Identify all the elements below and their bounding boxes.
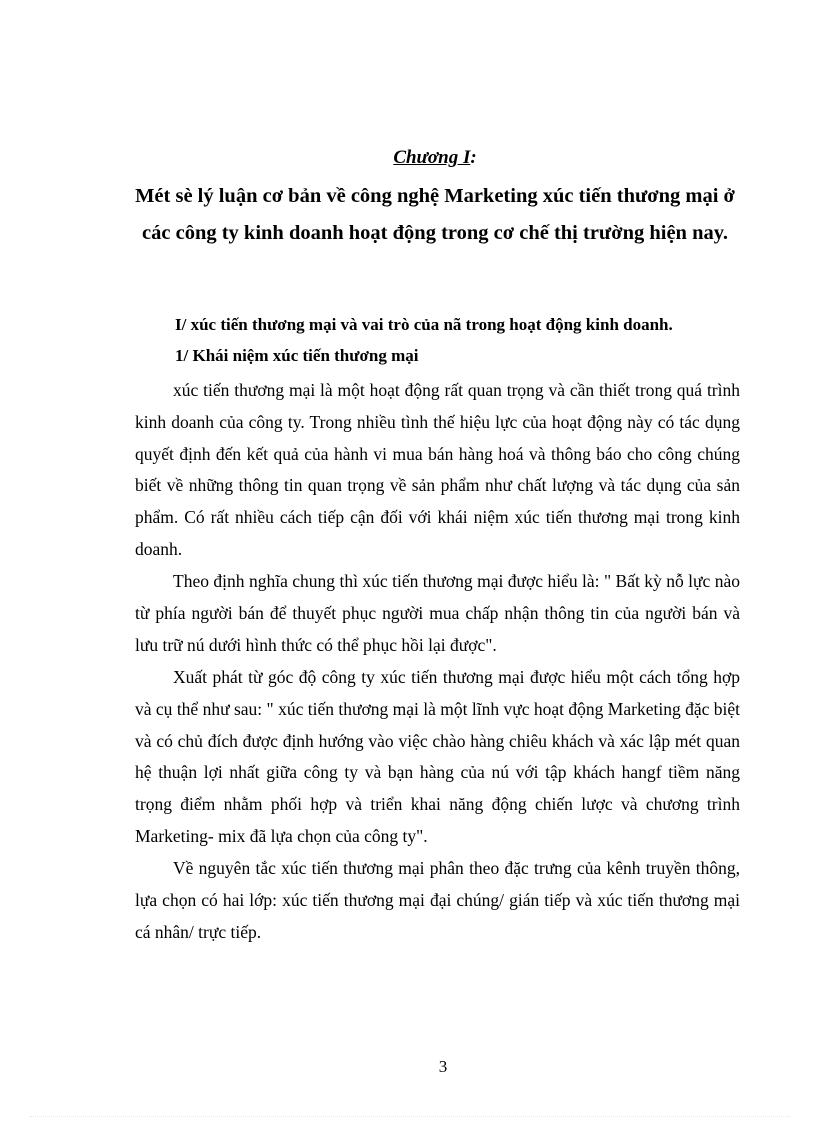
chapter-label bbox=[0, 147, 816, 169]
page-number: 3 bbox=[438, 1057, 448, 1076]
footer-divider bbox=[30, 1116, 790, 1117]
body-paragraph: xúc tiến thương mại là một hoạt động rất quan trọng và cần thiết trong quá trình kinh doanh của công ty. Trong nhiều tình thế hiệu lực của hoạt động này có tác dụng quyết định đến kết quả của hành vi mua bán hàng hoá và thông báo cho công chúng biết về những thông tin quan trọng về sản phẩm như chất lượng và tác dụng của sản phẩm. Có rất nhiều cách tiếp cận đối với khái niệm xúc tiến thương mại trong kinh doanh. bbox=[135, 380, 740, 559]
body-paragraph: Về nguyên tắc xúc tiến thương mại phân theo đặc trưng của kênh truyền thông, lựa chọn có hai lớp: xúc tiến thương mại đại chúng/ gián tiếp và xúc tiến thương mại cá nhân/ trực tiếp. bbox=[135, 858, 740, 942]
section-heading: I/ xúc tiến thương mại và vai trò của nã trong hoạt động kinh doanh. bbox=[175, 315, 673, 334]
chapter-number: Chương I bbox=[393, 147, 471, 168]
body-paragraph: Xuất phát từ góc độ công ty xúc tiến thương mại được hiểu một cách tổng hợp và cụ thể như sau: " xúc tiến thương mại là một lĩnh vực hoạt động Marketing đặc biệt và có chủ đích được định hướng vào việc chào hàng chiêu khách và xác lập mét quan hệ thuận lợi nhất giữa công ty và bạn hàng của nú với tập khách hangf tiềm năng trọng điểm nhằm phối hợp và triển khai năng động chiến lược và chương trình Marketing- mix đã lựa chọn của công ty". bbox=[135, 667, 740, 846]
chapter-colon: : bbox=[470, 147, 477, 168]
body-paragraph: Theo định nghĩa chung thì xúc tiến thương mại được hiểu là: " Bất kỳ nỗ lực nào từ phía người bán để thuyết phục người mua chấp nhận thông tin của người bán và lưu trữ nú dưới hình thức có thể phục hồi lại được". bbox=[135, 571, 740, 655]
subsection-heading: 1/ Khái niệm xúc tiến thương mại bbox=[175, 346, 419, 365]
chapter-title: Mét sè lý luận cơ bản về công nghệ Marketing xúc tiến thương mại ở các công ty kinh doanh hoạt động trong cơ chế thị trường hiện nay. bbox=[135, 185, 735, 244]
